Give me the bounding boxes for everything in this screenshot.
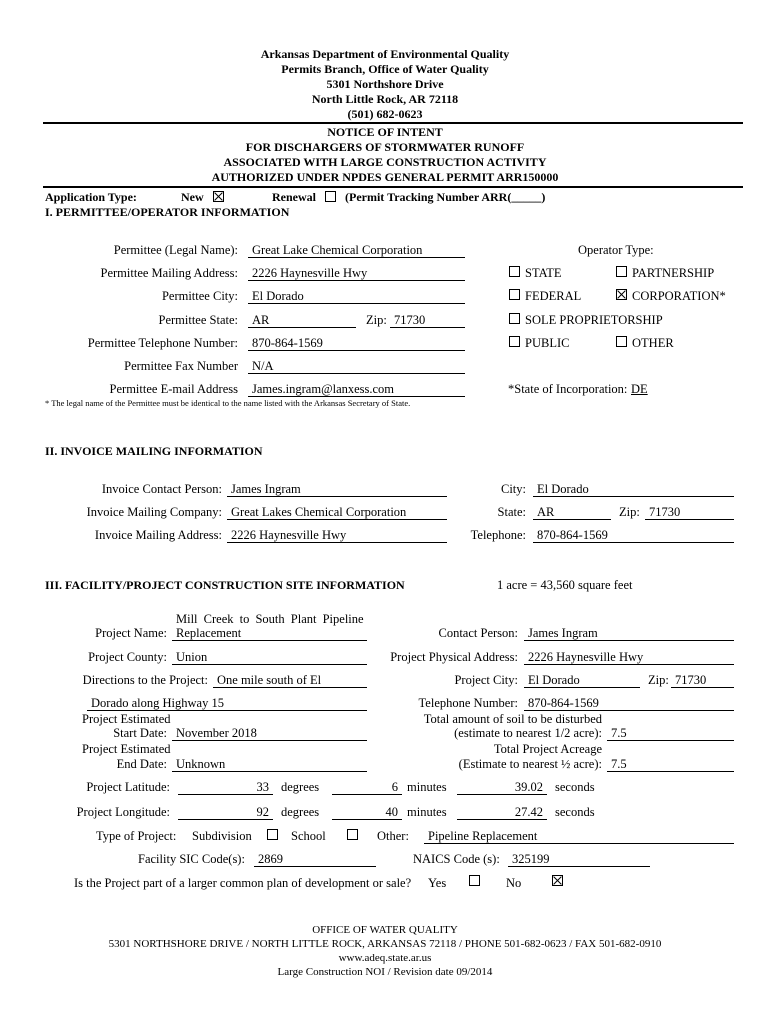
project-type-label: Type of Project: <box>96 829 177 843</box>
legal-name-label: Permittee (Legal Name): <box>113 243 238 257</box>
project-county-field[interactable]: Union <box>172 650 367 665</box>
form-title-2: FOR DISCHARGERS OF STORMWATER RUNOFF <box>245 140 525 154</box>
operator-sole-checkbox[interactable] <box>509 313 520 324</box>
permittee-state-label: Permittee State: <box>158 313 238 327</box>
end-date-label: End Date: <box>116 757 167 771</box>
directions-field-line2[interactable]: Dorado along Highway 15 <box>87 696 367 711</box>
invoice-company-field[interactable]: Great Lakes Chemical Corporation <box>227 505 447 520</box>
operator-partnership-checkbox[interactable] <box>616 266 627 277</box>
end-label-line1: Project Estimated <box>82 742 171 756</box>
operator-corporation-label: CORPORATION* <box>632 289 726 303</box>
invoice-contact-field[interactable]: James Ingram <box>227 482 447 497</box>
permittee-fax-field[interactable]: N/A <box>248 359 465 374</box>
permittee-zip-field[interactable]: 71730 <box>390 313 465 328</box>
permittee-state-field[interactable]: AR <box>248 313 356 328</box>
larger-plan-no-label: No <box>506 876 522 890</box>
operator-federal-checkbox[interactable] <box>509 289 520 300</box>
mailing-address-label: Permittee Mailing Address: <box>100 266 238 280</box>
project-contact-label: Contact Person: <box>438 626 518 640</box>
operator-public-label: PUBLIC <box>525 336 570 350</box>
footer-office: OFFICE OF WATER QUALITY <box>312 924 458 936</box>
footer-address: 5301 NORTHSHORE DRIVE / NORTH LITTLE ROCK, ARKANSAS 72118 / PHONE 501-682-0623 / FAX 501-682-0910 <box>108 938 662 950</box>
longitude-minutes-field[interactable]: 40 <box>332 805 402 820</box>
end-date-field[interactable]: Unknown <box>172 757 367 772</box>
project-county-label: Project County: <box>88 650 167 664</box>
longitude-minutes-unit: minutes <box>407 805 447 819</box>
permittee-email-field[interactable]: James.ingram@lanxess.com <box>248 382 465 397</box>
tracking-number-label: (Permit Tracking Number ARR(_____) <box>345 190 546 204</box>
start-label-line1: Project Estimated <box>82 712 171 726</box>
latitude-degrees-unit: degrees <box>281 780 320 794</box>
project-acreage-field[interactable]: 7.5 <box>607 757 734 772</box>
latitude-minutes-unit: minutes <box>407 780 447 794</box>
naics-code-field[interactable]: 325199 <box>508 852 650 867</box>
operator-public-checkbox[interactable] <box>509 336 520 347</box>
operator-type-label: Operator Type: <box>578 243 654 257</box>
renewal-checkbox[interactable] <box>325 191 336 202</box>
invoice-state-field[interactable]: AR <box>533 505 611 520</box>
latitude-label: Project Latitude: <box>86 780 170 794</box>
acreage-label-line1: Total Project Acreage <box>493 742 602 756</box>
directions-field-line1[interactable]: One mile south of El <box>213 673 367 688</box>
invoice-zip-label: Zip: <box>619 505 640 519</box>
soil-label-line1: Total amount of soil to be disturbed <box>423 712 602 726</box>
permittee-city-label: Permittee City: <box>161 289 238 303</box>
operator-state-label: STATE <box>525 266 562 280</box>
sic-code-field[interactable]: 2869 <box>254 852 376 867</box>
school-checkbox[interactable] <box>347 829 358 840</box>
mailing-address-field[interactable]: 2226 Haynesville Hwy <box>248 266 465 281</box>
legal-name-footnote: * The legal name of the Permittee must be identical to the name listed with the Arkansas Secretary of State. <box>45 398 411 408</box>
invoice-address-label: Invoice Mailing Address: <box>94 528 222 542</box>
acreage-label-line2: (Estimate to nearest ½ acre): <box>458 757 602 771</box>
form-title-1: NOTICE OF INTENT <box>327 125 443 139</box>
agency-city: North Little Rock, AR 72118 <box>311 92 459 106</box>
larger-plan-yes-label: Yes <box>428 876 447 890</box>
naics-code-label: NAICS Code (s): <box>413 852 500 866</box>
invoice-company-label: Invoice Mailing Company: <box>86 505 222 519</box>
operator-federal-label: FEDERAL <box>525 289 582 303</box>
operator-sole-label: SOLE PROPRIETORSHIP <box>525 313 663 327</box>
invoice-city-field[interactable]: El Dorado <box>533 482 734 497</box>
footer-revision: Large Construction NOI / Revision date 09/2014 <box>277 966 493 978</box>
form-title-3: ASSOCIATED WITH LARGE CONSTRUCTION ACTIVITY <box>223 155 547 169</box>
project-city-field[interactable]: El Dorado <box>524 673 640 688</box>
latitude-minutes-field[interactable]: 6 <box>332 780 402 795</box>
permittee-email-label: Permittee E-mail Address <box>109 382 238 396</box>
larger-plan-no-checkbox[interactable] <box>552 875 563 886</box>
renewal-label: Renewal <box>272 190 316 204</box>
longitude-degrees-unit: degrees <box>281 805 320 819</box>
application-type-label: Application Type: <box>45 190 137 204</box>
permittee-phone-label: Permittee Telephone Number: <box>87 336 238 350</box>
project-city-label: Project City: <box>454 673 518 687</box>
larger-plan-yes-checkbox[interactable] <box>469 875 480 886</box>
longitude-seconds-field[interactable]: 27.42 <box>457 805 547 820</box>
form-title-4: AUTHORIZED UNDER NPDES GENERAL PERMIT ARR150000 <box>211 170 559 184</box>
longitude-seconds-unit: seconds <box>555 805 595 819</box>
branch-name: Permits Branch, Office of Water Quality <box>281 62 489 76</box>
new-label: New <box>181 190 204 204</box>
permittee-fax-label: Permittee Fax Number <box>124 359 238 373</box>
subdivision-checkbox[interactable] <box>267 829 278 840</box>
footer-website: www.adeq.state.ar.us <box>338 952 432 964</box>
operator-corporation-checkbox[interactable] <box>616 289 627 300</box>
invoice-phone-label: Telephone: <box>470 528 526 542</box>
physical-address-field[interactable]: 2226 Haynesville Hwy <box>524 650 734 665</box>
project-contact-field[interactable]: James Ingram <box>524 626 734 641</box>
other-type-field[interactable]: Pipeline Replacement <box>424 829 734 844</box>
directions-label: Directions to the Project: <box>82 673 208 687</box>
permittee-zip-label: Zip: <box>366 313 387 327</box>
agency-street: 5301 Northshore Drive <box>326 77 444 91</box>
project-phone-label: Telephone Number: <box>418 696 518 710</box>
agency-name: Arkansas Department of Environmental Quality <box>260 47 510 61</box>
project-phone-field[interactable]: 870-864-1569 <box>524 696 734 711</box>
latitude-degrees-field[interactable]: 33 <box>178 780 273 795</box>
longitude-label: Project Longitude: <box>76 805 170 819</box>
section-1-title: I. PERMITTEE/OPERATOR INFORMATION <box>45 205 290 219</box>
invoice-city-label: City: <box>500 482 526 496</box>
school-label: School <box>291 829 326 843</box>
start-date-field[interactable]: November 2018 <box>172 726 367 741</box>
new-checkbox[interactable] <box>213 191 224 202</box>
larger-plan-question: Is the Project part of a larger common plan of development or sale? <box>74 876 412 890</box>
incorporation-label: *State of Incorporation: <box>508 382 628 396</box>
invoice-contact-label: Invoice Contact Person: <box>101 482 222 496</box>
start-date-label: Start Date: <box>113 726 167 740</box>
legal-name-field[interactable]: Great Lake Chemical Corporation <box>248 243 465 258</box>
operator-other-label: OTHER <box>632 336 674 350</box>
invoice-phone-field[interactable]: 870-864-1569 <box>533 528 734 543</box>
project-zip-field[interactable]: 71730 <box>671 673 734 688</box>
permittee-phone-field[interactable]: 870-864-1569 <box>248 336 465 351</box>
physical-address-label: Project Physical Address: <box>390 650 518 664</box>
agency-phone: (501) 682-0623 <box>347 107 423 121</box>
soil-label-line2: (estimate to nearest 1/2 acre): <box>454 726 602 740</box>
invoice-zip-field[interactable]: 71730 <box>645 505 734 520</box>
sic-code-label: Facility SIC Code(s): <box>138 852 245 866</box>
section-2-title: II. INVOICE MAILING INFORMATION <box>45 444 263 458</box>
longitude-degrees-field[interactable]: 92 <box>178 805 273 820</box>
other-type-label: Other: <box>377 829 409 843</box>
title-rule <box>43 186 743 188</box>
incorporation-value[interactable]: DE <box>631 382 648 396</box>
invoice-address-field[interactable]: 2226 Haynesville Hwy <box>227 528 447 543</box>
latitude-seconds-unit: seconds <box>555 780 595 794</box>
operator-partnership-label: PARTNERSHIP <box>632 266 715 280</box>
acre-note: 1 acre = 43,560 square feet <box>497 578 633 592</box>
project-zip-label: Zip: <box>648 673 669 687</box>
operator-other-checkbox[interactable] <box>616 336 627 347</box>
permittee-city-field[interactable]: El Dorado <box>248 289 465 304</box>
soil-disturbed-field[interactable]: 7.5 <box>607 726 734 741</box>
header-rule <box>43 122 743 124</box>
project-name-field[interactable]: Replacement <box>172 626 367 641</box>
project-name-label: Project Name: <box>95 626 167 640</box>
section-3-title: III. FACILITY/PROJECT CONSTRUCTION SITE INFORMATION <box>45 578 405 592</box>
invoice-state-label: State: <box>497 505 526 519</box>
latitude-seconds-field[interactable]: 39.02 <box>457 780 547 795</box>
project-name-line1: Mill Creek to South Plant Pipeline <box>176 612 364 626</box>
operator-state-checkbox[interactable] <box>509 266 520 277</box>
subdivision-label: Subdivision <box>192 829 252 843</box>
